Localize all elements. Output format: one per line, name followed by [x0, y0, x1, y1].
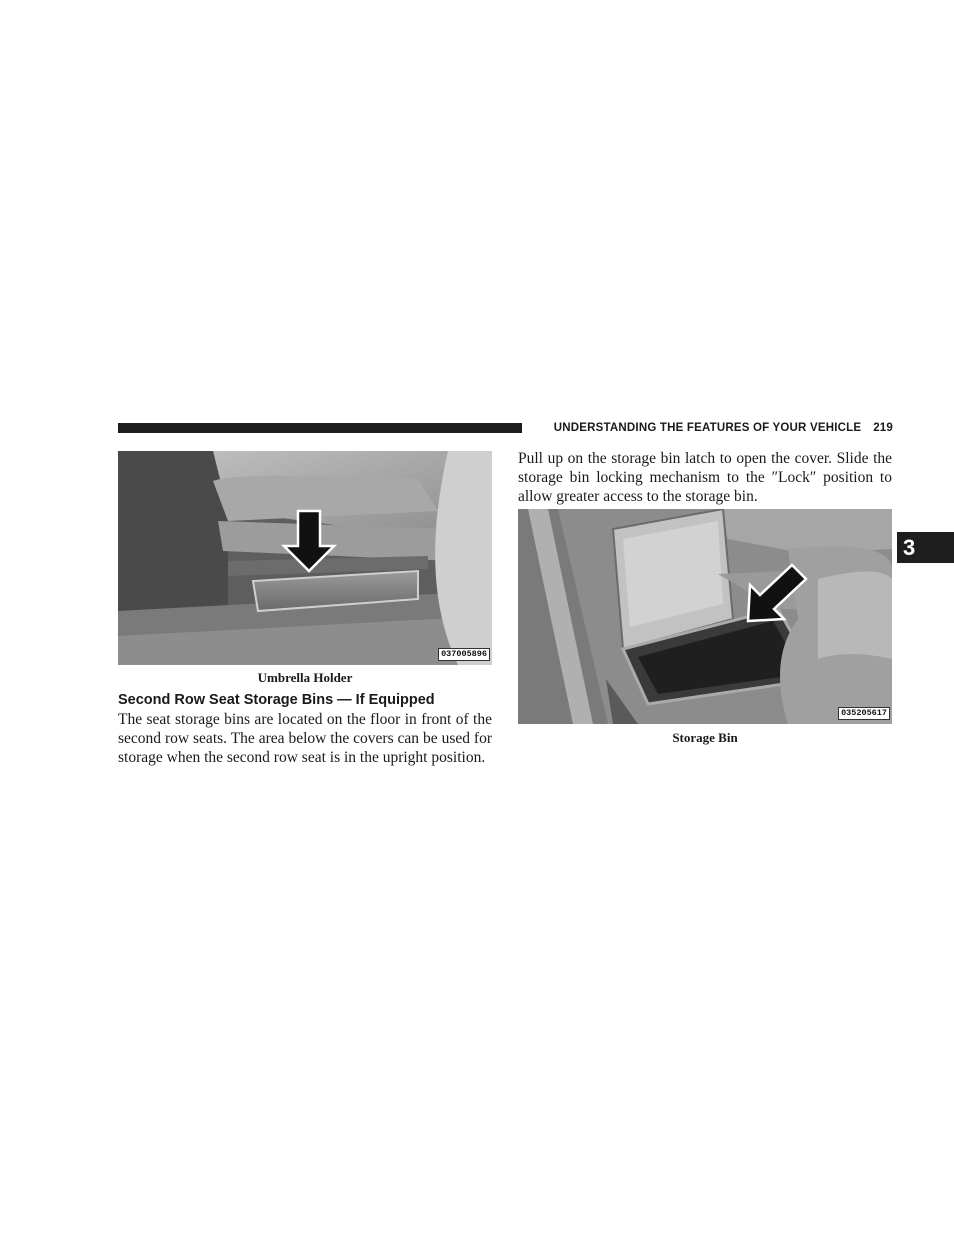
figure-caption: Storage Bin — [672, 730, 738, 745]
figure-caption: Umbrella Holder — [257, 670, 353, 685]
storage-bin-figure — [518, 509, 892, 724]
umbrella-holder-illustration — [118, 451, 492, 665]
body-paragraph: Pull up on the storage bin latch to open the cover. Slide the storage bin locking mechanism to the ″Lock″ position to allow greater access to the storage bin. — [518, 450, 892, 506]
figure-code: 037005896 — [438, 648, 490, 661]
storage-bin-illustration — [518, 509, 892, 724]
section-title: UNDERSTANDING THE FEATURES OF YOUR VEHICLE — [553, 422, 862, 434]
chapter-tab[interactable]: 3 — [897, 532, 954, 563]
running-header — [531, 420, 893, 436]
page-number: 219 — [873, 422, 893, 434]
section-heading: Second Row Seat Storage Bins — If Equipped — [118, 692, 435, 708]
figure-code: 035205617 — [838, 707, 890, 720]
body-paragraph: The seat storage bins are located on the floor in front of the second row seats. The area below the covers can be used for storage when the second row seat is in the upright position. — [118, 711, 492, 767]
umbrella-holder-figure — [118, 451, 492, 665]
header-rule — [118, 423, 522, 433]
